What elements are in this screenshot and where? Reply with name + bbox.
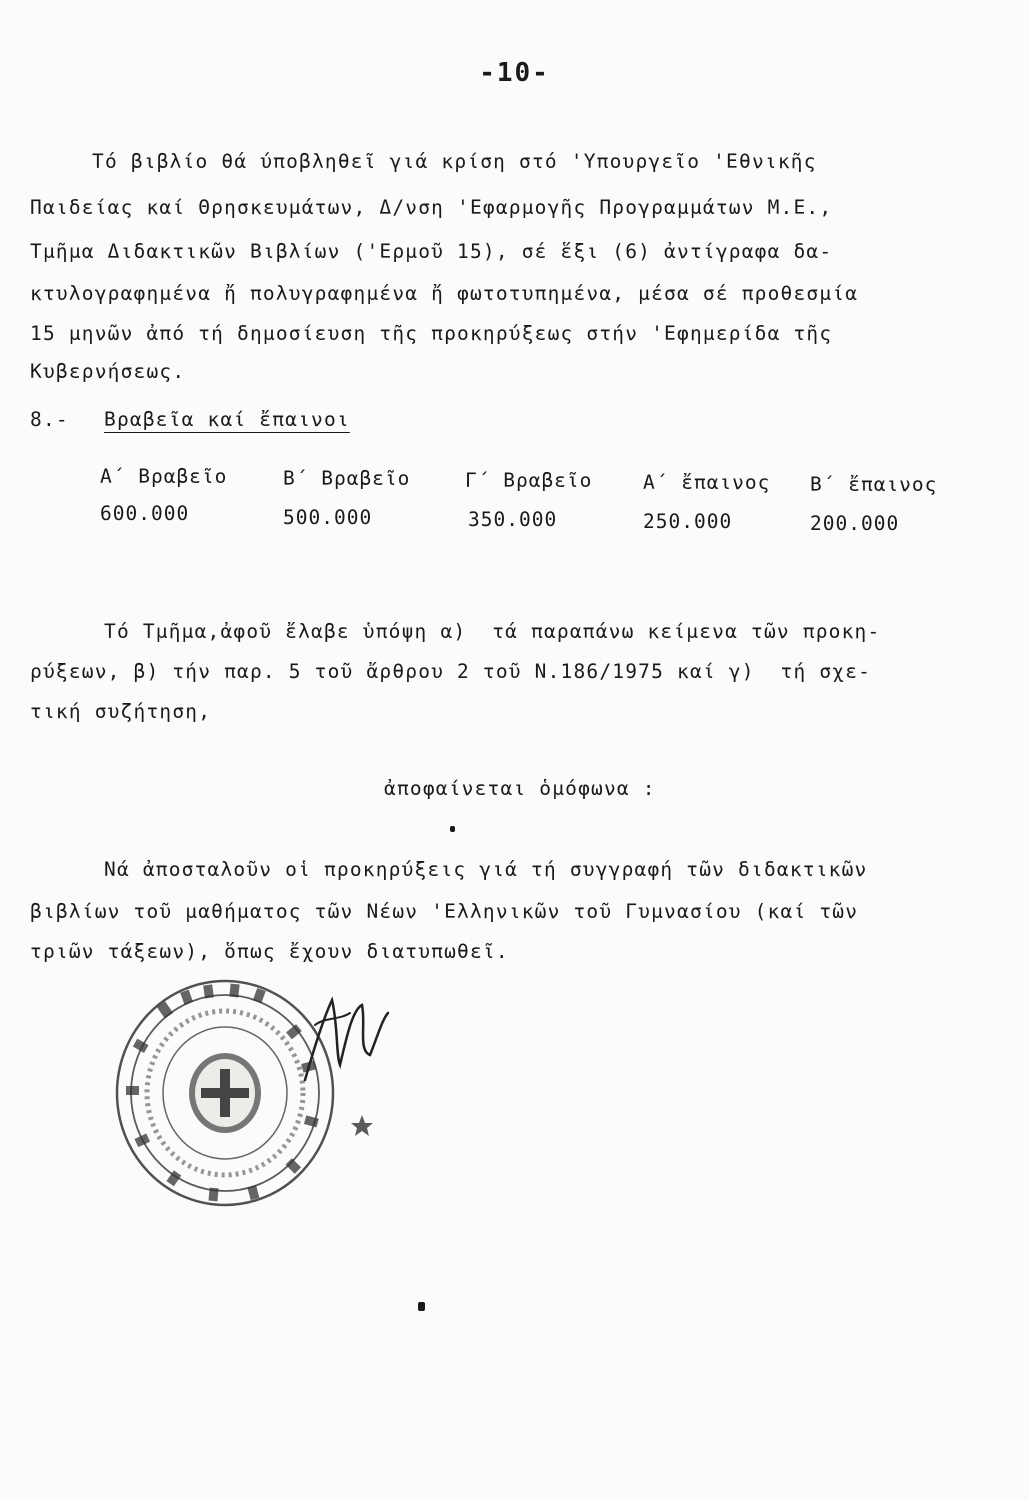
award-label: Α΄ ἔπαινος [643, 471, 771, 494]
paragraph-2-line: Τό Τμῆμα,ἀφοῦ ἔλαβε ὑπόψη α) τά παραπάνω κείμενα τῶν προκη- [104, 620, 881, 643]
award-amount: 600.000 [100, 502, 190, 525]
paragraph-2-line: ρύξεων, β) τήν παρ. 5 τοῦ ἄρθρου 2 τοῦ Ν.186/1975 καί γ) τή σχε- [30, 660, 872, 683]
ink-mark [418, 1302, 425, 1311]
section-number: 8.- [30, 408, 69, 431]
paragraph-2-line: τική συζήτηση, [30, 700, 212, 723]
paragraph-3-line: Νά ἀποσταλοῦν οἱ προκηρύξεις γιά τή συγγραφή τῶν διδακτικῶν [104, 858, 868, 881]
award-label: Α΄ Βραβεῖο [100, 465, 228, 488]
award-amount: 200.000 [810, 512, 900, 535]
award-amount: 250.000 [643, 510, 733, 533]
paragraph-1-line: Τμῆμα Διδακτικῶν Βιβλίων ('Ερμοῦ 15), σέ ἕξι (6) ἀντίγραφα δα- [30, 240, 833, 263]
page-number: -10- [479, 58, 550, 88]
award-amount: 500.000 [283, 506, 373, 529]
award-label: Γ΄ Βραβεῖο [465, 469, 593, 492]
paragraph-1-line: Κυβερνήσεως. [30, 360, 186, 383]
official-stamp [100, 965, 390, 1215]
award-label: Β΄ ἔπαινος [810, 473, 938, 496]
paragraph-1-line: Παιδείας καί Θρησκευμάτων, Δ/νση 'Εφαρμογῆς Προγραμμάτων Μ.Ε., [30, 196, 833, 219]
award-amount: 350.000 [468, 508, 558, 531]
paragraph-1-line: 15 μηνῶν ἀπό τή δημοσίευση τῆς προκηρύξεως στήν 'Εφημερίδα τῆς [30, 322, 833, 345]
decision-text: ἀποφαίνεται ὁμόφωνα : [384, 777, 656, 800]
paragraph-3-line: βιβλίων τοῦ μαθήματος τῶν Νέων 'Ελληνικῶν τοῦ Γυμνασίου (καί τῶν [30, 900, 859, 923]
ink-dot [450, 826, 455, 832]
paragraph-1-line: κτυλογραφημένα ἤ πολυγραφημένα ἤ φωτοτυπημένα, μέσα σέ προθεσμία [30, 282, 859, 305]
section-title: Βραβεῖα καί ἔπαινοι [104, 408, 350, 431]
paragraph-3-line: τριῶν τάξεων), ὅπως ἔχουν διατυπωθεῖ. [30, 940, 509, 963]
stamp-seal-icon [100, 965, 390, 1215]
paragraph-1-line: Τό βιβλίο θά ύποβληθεῖ γιά κρίση στό 'Υπουργεῖο 'Εθνικῆς [92, 150, 817, 173]
award-label: Β΄ Βραβεῖο [283, 467, 411, 490]
